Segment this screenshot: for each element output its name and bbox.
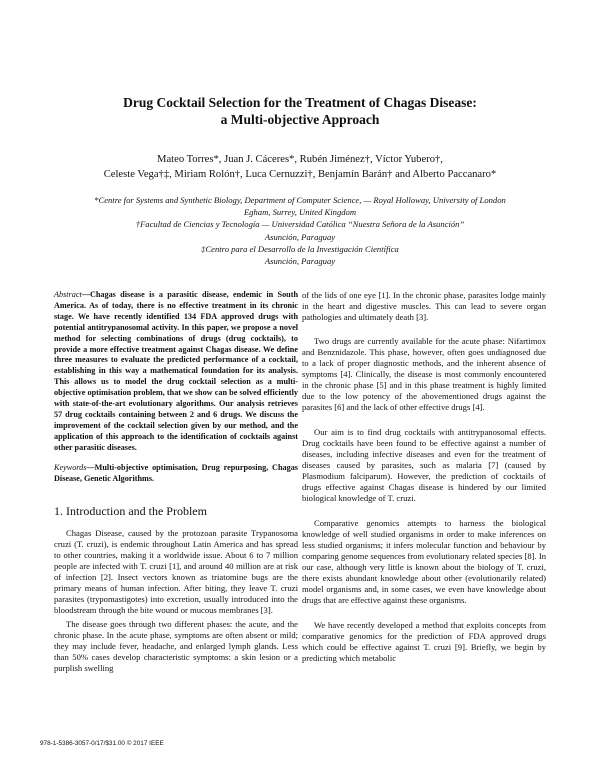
abstract-text: —Chagas disease is a parasitic disease, endemic in South America. As of today, there is no effective treatment in its chronic stage. We have recently identified 134 FDA approved drugs with potential antitrypanosomal activity. In this paper, we propose a novel method for selecting combinations of drugs (drug cocktails), to provide a more effective treatment against Chagas disease. We define three measures to evaluate the predicted performance of a cocktail, establishing in this way a mathematical foundation for its analysis. This allows us to model the drug cocktail selection as a multi-objective optimisation problem, that we show can be solved efficiently with state-of-the-art evolutionary algorithms. Our analysis retrieves 57 drug cocktails containing between 2 and 6 drugs. We discuss the improvement of the cocktail selection given by our method, and the application of this approach to the identification of cocktails against other parasitic diseases. bbox=[54, 290, 298, 452]
authors-line-2: Celeste Vega†‡, Miriam Rolón†, Luca Cernuzzi†, Benjamín Barán† and Alberto Paccanaro* bbox=[103, 169, 497, 180]
affiliation-line: Egham, Surrey, United Kingdom bbox=[243, 207, 357, 218]
affiliation-line: *Centre for Systems and Synthetic Biology, Department of Computer Science, — Royal Holloway, University of London bbox=[94, 195, 506, 205]
affiliation-line: ‡Centro para el Desarrollo de la Investigación Científica bbox=[201, 243, 399, 254]
title-line-1: Drug Cocktail Selection for the Treatment of Chagas Disease: bbox=[123, 95, 477, 110]
paper-title bbox=[0, 94, 600, 128]
title-line-2: a Multi-objective Approach bbox=[220, 112, 380, 127]
affiliations bbox=[40, 194, 560, 267]
body-paragraph: The disease goes through two different phases: the acute, and the chronic phase. In the acute phase, symptoms are often absent or mild; they may include fever, headache, and enlarged lymph glands. Less than 50% cases develop characteristic symptoms: a skin lesion or a purplish swelling bbox=[54, 619, 298, 674]
body-paragraph: Our aim is to find drug cocktails with antitrypanosomal effects. Drug cocktails have been found to be effective against a number of diseases, including infective diseases and even for the treatment of diseases caused by parasites, such as malaria [7] (caused by Plasmodium falciparum). However, the prediction of cocktails of drugs effective against Chagas disease is hindered by our limited biological knowledge of T. cruzi. bbox=[302, 427, 546, 503]
abstract-lead: Abstract bbox=[54, 290, 82, 299]
body-paragraph: Two drugs are currently available for the acute phase: Nifartimox and Benznidazole. This phase, however, often goes undiagnosed due to a lack of proper diagnostic methods, and the inherent absence of symptoms [4]. Clinically, the disease is most commonly encountered in the chronic phase [5] and in this phase treatment is highly limited due to the low potency of the abovementioned drugs against the parasites [6] and the lack of other effective drugs [4]. bbox=[302, 336, 546, 412]
affiliation-line: Asunción, Paraguay bbox=[264, 231, 336, 242]
author-list bbox=[40, 152, 560, 182]
keywords-text: —Multi-objective optimisation, Drug repurposing, Chagas Disease, Genetic Algorithms. bbox=[54, 462, 298, 483]
left-column bbox=[54, 290, 298, 674]
affiliation-line: †Facultad de Ciencias y Tecnología — Universidad Católica “Nuestra Señora de la Asunción” bbox=[135, 219, 465, 230]
body-paragraph: Comparative genomics attempts to harness the biological knowledge of well studied organisms in order to make inferences on less studied organisms; it infers molecular function and behaviour by comparing genome sequences from evolutionary related species [8]. In our case, although very little is known about the biology of T. cruzi, there exists abundant knowledge about other (evolutionarily related) model organisms and, in some cases, we even have knowledge about drugs that are effective against these organisms. bbox=[302, 518, 546, 605]
section-heading: 1. Introduction and the Problem bbox=[54, 504, 207, 519]
body-paragraph: of the lids of one eye [1]. In the chronic phase, parasites lodge mainly in the heart and digestive muscles. This can lead to severe organ pathologies and ultimately death [3]. bbox=[302, 290, 546, 322]
keywords-lead: Keywords bbox=[54, 462, 87, 472]
keywords bbox=[54, 463, 298, 485]
right-column bbox=[302, 290, 546, 664]
body-paragraph: Chagas Disease, caused by the protozoan parasite Trypanosoma cruzi (T. cruzi), is endemic throughout Latin America and has spread to other countries, making it a worldwide issue. About 6 to 7 million people are infected with T. cruzi [1], and around 40 million are at risk of infection [2]. Insect vectors known as triatomine bugs are the primary means of human infection. After biting, they leave T. cruzi parasites (trypomastigotes) into excretion, usually introduced into the bloodstream through the bite wound or mucous membranes [3]. bbox=[54, 528, 298, 616]
copyright-footer: 978-1-5386-3057-0/17/$31.00 © 2017 IEEE bbox=[40, 740, 164, 747]
abstract bbox=[54, 290, 298, 454]
body-paragraph: We have recently developed a method that exploits concepts from comparative genomics for the prediction of FDA approved drugs which could be effective against T. cruzi [9]. Briefly, we begin by predicting which metabolic bbox=[302, 620, 546, 663]
authors-line-1: Mateo Torres*, Juan J. Cáceres*, Rubén Jiménez†, Víctor Yubero†, bbox=[157, 154, 443, 165]
affiliation-line: Asunción, Paraguay bbox=[264, 256, 336, 267]
